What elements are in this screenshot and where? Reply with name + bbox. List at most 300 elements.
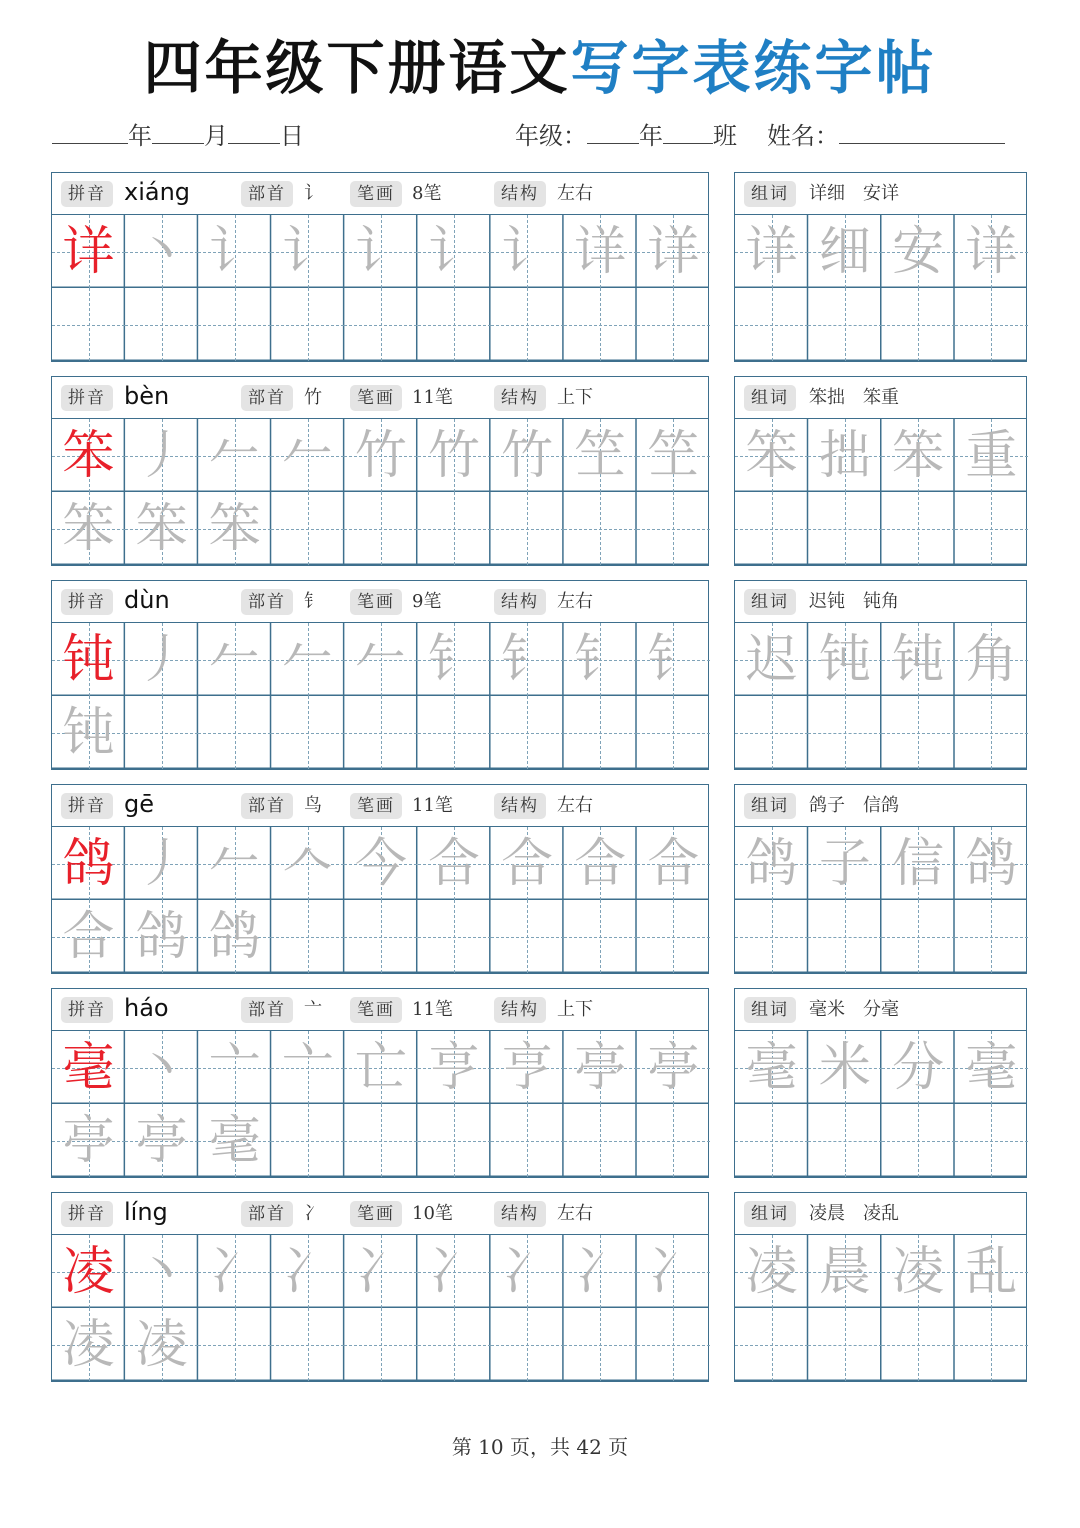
grid-row [735,696,1026,769]
word-trace-character: 米 [818,1037,871,1098]
character-info-header [52,581,708,623]
writing-cell[interactable] [637,1104,710,1177]
writing-cell[interactable] [344,1235,417,1308]
words-value: 毫米 分毫 [809,999,899,1020]
radical-label: 部首 [241,793,293,819]
writing-cell[interactable] [808,1308,881,1381]
writing-cell[interactable] [198,492,271,565]
writing-cell[interactable] [564,1308,637,1381]
structure-value: 左右 [557,591,593,612]
writing-cell[interactable] [882,900,955,973]
writing-cell[interactable] [955,288,1028,361]
radical-label: 部首 [241,181,293,207]
writing-cell[interactable] [125,1235,198,1308]
model-character[interactable] [52,1031,125,1104]
month-blank[interactable] [152,119,204,144]
writing-cell[interactable] [418,1104,491,1177]
writing-cell[interactable] [637,492,710,565]
practice-grid [735,827,1026,973]
writing-cell[interactable] [271,1104,344,1177]
stroke-order-step: 讠 [501,221,554,282]
writing-cell[interactable] [637,419,710,492]
writing-cell[interactable] [491,419,564,492]
pinyin-value: dùn [124,586,170,614]
character-info-header [52,377,708,419]
writing-cell[interactable] [882,623,955,696]
stroke-order-step: 讠 [354,221,407,282]
grid-row [735,1031,1026,1104]
writing-cell[interactable] [564,419,637,492]
writing-cell[interactable] [125,288,198,361]
writing-cell[interactable] [735,1235,808,1308]
grid-row [735,215,1026,288]
writing-cell[interactable] [564,288,637,361]
writing-cell[interactable] [344,623,417,696]
radical-label: 部首 [241,589,293,615]
radical-value: 亠 [304,999,322,1020]
writing-cell[interactable] [882,492,955,565]
writing-cell[interactable] [271,288,344,361]
writing-cell[interactable] [882,696,955,769]
stroke-order-step: 合 [647,833,700,894]
stroke-order-step: 冫 [208,1241,261,1302]
trace-character: 毫 [208,1110,261,1171]
writing-cell[interactable] [271,215,344,288]
writing-cell[interactable] [491,1235,564,1308]
stroke-order-step: 𠂉 [281,425,334,486]
writing-cell[interactable] [125,696,198,769]
writing-cell[interactable] [418,827,491,900]
writing-cell[interactable] [418,492,491,565]
writing-cell[interactable] [955,900,1028,973]
writing-cell[interactable] [125,827,198,900]
words-value: 迟钝 钝角 [809,591,899,612]
grid-row [52,1031,708,1104]
writing-cell[interactable] [271,1308,344,1381]
writing-cell[interactable] [198,288,271,361]
words-label: 组词 [744,385,796,411]
word-trace-character: 迟 [745,629,798,690]
writing-cell[interactable] [882,215,955,288]
words-label: 组词 [744,793,796,819]
words-label: 组词 [744,589,796,615]
writing-cell[interactable] [808,1104,881,1177]
structure-value: 左右 [557,183,593,204]
radical-label: 部首 [241,385,293,411]
writing-cell[interactable] [955,419,1028,492]
stroke-order-step: 笁 [574,425,627,486]
writing-cell[interactable] [735,900,808,973]
writing-cell[interactable] [955,1308,1028,1381]
practice-grid [735,215,1026,361]
writing-cell[interactable] [735,1031,808,1104]
stroke-order-step: 𠂉 [208,629,261,690]
word-trace-character: 凌 [745,1241,798,1302]
writing-cell[interactable] [564,623,637,696]
writing-cell[interactable] [808,827,881,900]
writing-cell[interactable] [198,1235,271,1308]
writing-cell[interactable] [564,1031,637,1104]
pinyin-value: líng [124,1198,168,1226]
writing-cell[interactable] [52,1104,125,1177]
stroke-order-step: 冫 [574,1241,627,1302]
model-character[interactable] [52,419,125,492]
word-trace-character: 细 [818,221,871,282]
writing-cell[interactable] [637,696,710,769]
strokes-value: 8笔 [412,183,442,204]
writing-cell[interactable] [735,1104,808,1177]
writing-cell[interactable] [198,696,271,769]
writing-cell[interactable] [564,492,637,565]
writing-cell[interactable] [808,419,881,492]
strokes-value: 11笔 [412,387,453,408]
stroke-order-step: 竹 [501,425,554,486]
stroke-order-step: 亠 [208,1037,261,1098]
writing-cell[interactable] [808,623,881,696]
character-info-header [52,989,708,1031]
writing-cell[interactable] [955,827,1028,900]
writing-cell[interactable] [198,1031,271,1104]
writing-cell[interactable] [52,1308,125,1381]
writing-cell[interactable] [344,419,417,492]
stroke-order-step: 冫 [354,1241,407,1302]
grid-row [735,288,1026,361]
word-trace-character: 鸽 [965,833,1018,894]
words-label: 组词 [744,181,796,207]
writing-cell[interactable] [637,900,710,973]
writing-cell[interactable] [52,492,125,565]
strokes-label: 笔画 [350,181,402,207]
stroke-order-step: 𠂉 [208,425,261,486]
writing-cell[interactable] [735,215,808,288]
writing-cell[interactable] [491,696,564,769]
writing-cell[interactable] [564,1104,637,1177]
writing-cell[interactable] [637,1308,710,1381]
writing-cell[interactable] [491,1104,564,1177]
practice-grid [52,827,708,973]
grid-row [52,419,708,492]
date-fields: 年 月 日 [52,118,304,154]
writing-cell[interactable] [735,696,808,769]
word-practice-block [734,376,1027,566]
grade-blank[interactable] [587,119,639,144]
writing-cell[interactable] [955,1031,1028,1104]
writing-cell[interactable] [955,623,1028,696]
writing-cell[interactable] [418,1308,491,1381]
writing-cell[interactable] [52,900,125,973]
writing-cell[interactable] [418,900,491,973]
writing-cell[interactable] [491,827,564,900]
writing-cell[interactable] [271,623,344,696]
name-blank[interactable] [839,119,1005,144]
writing-cell[interactable] [125,215,198,288]
writing-cell[interactable] [735,492,808,565]
writing-cell[interactable] [418,696,491,769]
practice-grid [735,623,1026,769]
writing-cell[interactable] [735,1308,808,1381]
practice-grid [52,215,708,361]
words-header [735,377,1026,419]
writing-cell[interactable] [125,1308,198,1381]
grid-row [52,623,708,696]
character-practice-block [51,376,709,566]
model-character-text: 鸽 [62,833,115,894]
writing-cell[interactable] [564,900,637,973]
stroke-order-step: 𠆢 [281,833,334,894]
writing-cell[interactable] [198,215,271,288]
writing-cell[interactable] [125,419,198,492]
writing-cell[interactable] [125,1104,198,1177]
writing-cell[interactable] [808,1031,881,1104]
writing-cell[interactable] [52,288,125,361]
trace-character: 亭 [135,1110,188,1171]
writing-cell[interactable] [882,827,955,900]
strokes-value: 11笔 [412,795,453,816]
words-value: 鸽子 信鸽 [809,795,899,816]
word-trace-character: 详 [965,221,1018,282]
character-info-header [52,1193,708,1235]
trace-character: 亭 [62,1110,115,1171]
writing-cell[interactable] [52,696,125,769]
writing-cell[interactable] [198,623,271,696]
class-blank[interactable] [663,119,713,144]
structure-value: 左右 [557,1203,593,1224]
writing-cell[interactable] [198,900,271,973]
writing-cell[interactable] [882,1308,955,1381]
writing-cell[interactable] [344,1031,417,1104]
student-fields: 年级： 年 班 姓名： [515,118,1005,154]
words-header [735,1193,1026,1235]
stroke-order-step: 讠 [281,221,334,282]
trace-character: 笨 [135,498,188,559]
model-character[interactable] [52,827,125,900]
model-character[interactable] [52,215,125,288]
word-trace-character: 晨 [818,1241,871,1302]
structure-label: 结构 [494,385,546,411]
writing-cell[interactable] [808,492,881,565]
writing-cell[interactable] [808,215,881,288]
stroke-order-step: 亭 [647,1037,700,1098]
writing-cell[interactable] [271,1235,344,1308]
writing-cell[interactable] [344,900,417,973]
writing-cell[interactable] [344,696,417,769]
writing-cell[interactable] [564,215,637,288]
stroke-order-step: 丶 [135,1037,188,1098]
stroke-order-step: 合 [428,833,481,894]
writing-cell[interactable] [491,215,564,288]
model-character[interactable] [52,1235,125,1308]
stroke-order-step: 冫 [647,1241,700,1302]
writing-cell[interactable] [955,1235,1028,1308]
structure-value: 左右 [557,795,593,816]
model-character[interactable] [52,623,125,696]
writing-cell[interactable] [344,492,417,565]
character-info-header [52,785,708,827]
grid-row [52,827,708,900]
radical-label: 部首 [241,1201,293,1227]
writing-cell[interactable] [198,1308,271,1381]
writing-cell[interactable] [491,1031,564,1104]
writing-cell[interactable] [735,827,808,900]
strokes-label: 笔画 [350,997,402,1023]
writing-cell[interactable] [271,1031,344,1104]
writing-cell[interactable] [808,288,881,361]
writing-cell[interactable] [882,288,955,361]
words-value: 凌晨 凌乱 [809,1203,899,1224]
writing-cell[interactable] [271,827,344,900]
structure-value: 上下 [557,999,593,1020]
word-trace-character: 钝 [892,629,945,690]
word-practice-block [734,1192,1027,1382]
structure-label: 结构 [494,1201,546,1227]
writing-cell[interactable] [491,900,564,973]
strokes-label: 笔画 [350,385,402,411]
grid-row [52,696,708,769]
writing-cell[interactable] [198,419,271,492]
writing-cell[interactable] [344,1104,417,1177]
trace-character: 鸽 [135,906,188,967]
model-character-text: 钝 [62,629,115,690]
writing-cell[interactable] [637,215,710,288]
stroke-order-step: 𠂉 [281,629,334,690]
radical-value: 钅 [304,591,322,612]
writing-cell[interactable] [491,492,564,565]
structure-label: 结构 [494,181,546,207]
strokes-value: 9笔 [412,591,442,612]
radical-label: 部首 [241,997,293,1023]
grid-row [735,1308,1026,1381]
writing-cell[interactable] [418,288,491,361]
pinyin-value: gē [124,790,154,818]
trace-character: 凌 [62,1314,115,1375]
writing-cell[interactable] [637,1031,710,1104]
character-practice-block [51,1192,709,1382]
structure-label: 结构 [494,589,546,615]
writing-cell[interactable] [418,215,491,288]
writing-cell[interactable] [955,1104,1028,1177]
writing-cell[interactable] [125,623,198,696]
word-practice-block [734,580,1027,770]
character-info-header [52,173,708,215]
writing-cell[interactable] [564,1235,637,1308]
writing-cell[interactable] [564,827,637,900]
stroke-order-step: 亠 [281,1037,334,1098]
words-header [735,173,1026,215]
radical-value: 鸟 [304,795,322,816]
writing-cell[interactable] [808,1235,881,1308]
model-character-text: 凌 [62,1241,115,1302]
practice-grid [735,419,1026,565]
writing-cell[interactable] [564,696,637,769]
word-trace-character: 拙 [818,425,871,486]
stroke-order-step: 冫 [281,1241,334,1302]
practice-grid [52,623,708,769]
writing-cell[interactable] [735,419,808,492]
grid-row [735,419,1026,492]
writing-cell[interactable] [637,1235,710,1308]
page-footer: 第 10 页，共 42 页 [451,1435,629,1459]
writing-cell[interactable] [418,1031,491,1104]
word-practice-block [734,784,1027,974]
grid-row [52,288,708,361]
radical-value: 冫 [304,1203,322,1224]
practice-grid [735,1031,1026,1177]
writing-cell[interactable] [344,1308,417,1381]
writing-cell[interactable] [344,827,417,900]
word-practice-block [734,172,1027,362]
writing-cell[interactable] [808,900,881,973]
writing-cell[interactable] [418,623,491,696]
writing-cell[interactable] [637,827,710,900]
writing-cell[interactable] [491,623,564,696]
writing-cell[interactable] [344,288,417,361]
stroke-order-step: 亨 [428,1037,481,1098]
stroke-order-step: 讠 [428,221,481,282]
stroke-order-step: 今 [354,833,407,894]
grid-row [52,1235,708,1308]
model-character-text: 毫 [62,1037,115,1098]
writing-cell[interactable] [955,696,1028,769]
writing-cell[interactable] [125,1031,198,1104]
year-blank[interactable] [52,119,128,144]
day-blank[interactable] [228,119,280,144]
writing-cell[interactable] [491,288,564,361]
writing-cell[interactable] [198,1104,271,1177]
strokes-value: 10笔 [412,1203,453,1224]
writing-cell[interactable] [271,492,344,565]
stroke-order-step: 笁 [647,425,700,486]
word-trace-character: 分 [892,1037,945,1098]
grid-row [735,1104,1026,1177]
writing-cell[interactable] [271,419,344,492]
writing-cell[interactable] [955,215,1028,288]
pinyin-value: bèn [124,382,170,410]
writing-cell[interactable] [418,1235,491,1308]
stroke-order-step: 钅 [647,629,700,690]
stroke-order-step: 丿 [135,425,188,486]
writing-cell[interactable] [637,623,710,696]
writing-cell[interactable] [882,1235,955,1308]
writing-cell[interactable] [125,492,198,565]
writing-cell[interactable] [882,419,955,492]
trace-character: 钝 [62,702,115,763]
writing-cell[interactable] [344,215,417,288]
writing-cell[interactable] [198,827,271,900]
strokes-label: 笔画 [350,589,402,615]
writing-cell[interactable] [418,419,491,492]
word-trace-character: 毫 [745,1037,798,1098]
writing-cell[interactable] [735,288,808,361]
writing-cell[interactable] [637,288,710,361]
stroke-order-step: 竹 [354,425,407,486]
practice-grid [735,1235,1026,1381]
writing-cell[interactable] [735,623,808,696]
character-practice-block [51,580,709,770]
writing-cell[interactable] [955,492,1028,565]
writing-cell[interactable] [271,696,344,769]
stroke-order-step: 亭 [574,1037,627,1098]
words-header [735,785,1026,827]
pinyin-label: 拼音 [61,1201,113,1227]
writing-cell[interactable] [808,696,881,769]
writing-cell[interactable] [125,900,198,973]
word-trace-character: 子 [818,833,871,894]
stroke-order-step: 冫 [501,1241,554,1302]
writing-cell[interactable] [882,1031,955,1104]
writing-cell[interactable] [271,900,344,973]
writing-cell[interactable] [882,1104,955,1177]
writing-cell[interactable] [491,1308,564,1381]
